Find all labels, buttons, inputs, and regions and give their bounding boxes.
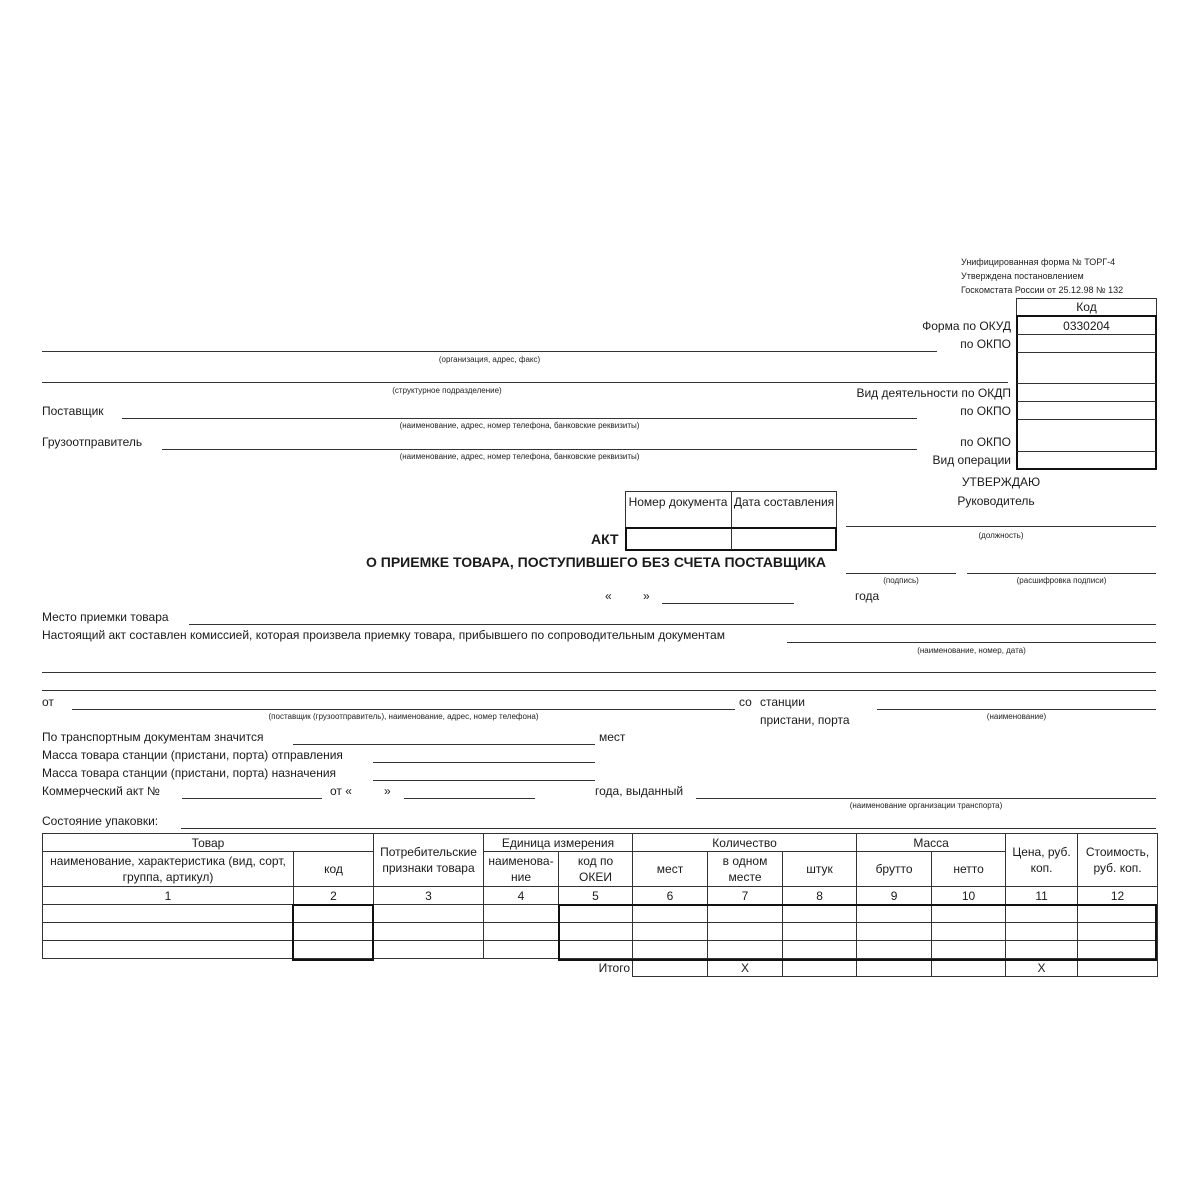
code-column-outline — [292, 904, 374, 961]
form-approved: Утверждена постановлением — [961, 271, 1084, 281]
code-title: Код — [1076, 300, 1097, 314]
from-label: от — [42, 695, 54, 709]
th-q-places: мест — [633, 852, 708, 887]
place-line[interactable] — [189, 624, 1156, 625]
supplier-caption: (наименование, адрес, номер телефона, банковские реквизиты) — [399, 421, 640, 430]
place-label: Место приемки товара — [42, 610, 169, 624]
shipper-line[interactable] — [162, 449, 917, 450]
quote-open: « — [605, 589, 612, 603]
approve-date-line[interactable] — [662, 603, 794, 604]
mass-destination-label: Масса товара станции (пристани, порта) назначения — [42, 766, 337, 780]
th-gross: брутто — [857, 852, 932, 887]
supplier-line[interactable] — [122, 418, 917, 419]
col-num: 7 — [708, 887, 783, 905]
col-num: 9 — [857, 887, 932, 905]
subdivision-caption: (структурное подразделение) — [392, 386, 502, 395]
from-line[interactable] — [72, 709, 735, 710]
signature-caption: (подпись) — [883, 576, 919, 585]
col-num: 11 — [1006, 887, 1078, 905]
okpo-label-1: по ОКПО — [960, 337, 1011, 351]
commercial-act-date-line[interactable] — [404, 798, 535, 799]
station-prefix: со — [739, 695, 752, 709]
act-label: АКТ — [591, 531, 619, 547]
station-label: станции — [760, 695, 805, 709]
commercial-act-label: Коммерческий акт № — [42, 784, 160, 798]
okud-code-value: 0330204 — [1063, 319, 1110, 333]
approve-year: года — [855, 589, 880, 603]
transport-org-line[interactable] — [696, 798, 1156, 799]
organization-line[interactable] — [42, 351, 937, 352]
supplier-label: Поставщик — [42, 404, 104, 418]
okdp-label: Вид деятельности по ОКДП — [856, 386, 1011, 400]
th-goods-code: код — [294, 852, 374, 887]
th-unit: Единица измерения — [484, 834, 633, 852]
decode-line[interactable] — [967, 573, 1156, 574]
values-outline — [558, 904, 1157, 961]
station-line[interactable] — [877, 709, 1156, 710]
col-num: 1 — [43, 887, 294, 905]
total-cost[interactable] — [1078, 959, 1158, 977]
col-num: 12 — [1078, 887, 1158, 905]
mass-departure-label: Масса товара станции (пристани, порта) отправления — [42, 748, 343, 762]
pier-label: пристани, порта — [760, 713, 850, 727]
from-caption: (поставщик (грузоотправитель), наименование, адрес, номер телефона) — [268, 712, 539, 721]
th-quantity: Количество — [633, 834, 857, 852]
position-line[interactable] — [846, 526, 1156, 527]
total-x-mark: X — [708, 959, 783, 977]
col-number-row — [43, 887, 1158, 905]
total-net[interactable] — [932, 959, 1006, 977]
form-decree: Госкомстата России от 25.12.98 № 132 — [961, 285, 1124, 295]
mass-destination-line[interactable] — [373, 780, 595, 781]
docs-line-2[interactable] — [42, 672, 1156, 673]
subdivision-line[interactable] — [42, 382, 1008, 383]
transport-caption: (наименование организации транспорта) — [849, 801, 1003, 810]
col-num: 6 — [633, 887, 708, 905]
organization-caption: (организация, адрес, факс) — [438, 355, 541, 364]
total-x-mark: X — [1006, 959, 1078, 977]
shipper-label: Грузоотправитель — [42, 435, 143, 449]
commercial-act-quote: » — [384, 784, 391, 798]
approve-title: УТВЕРЖДАЮ — [961, 475, 1041, 489]
total-label: Итого — [598, 960, 631, 975]
docs-caption: (наименование, номер, дата) — [917, 646, 1026, 655]
th-consumer: Потребительские признаки товара — [374, 834, 484, 887]
th-q-pieces: штук — [783, 852, 857, 887]
col-num: 8 — [783, 887, 857, 905]
packing-state-line[interactable] — [181, 828, 1156, 829]
docs-line[interactable] — [787, 642, 1156, 643]
okpo-label-2: по ОКПО — [960, 404, 1011, 418]
th-goods-name: наименование, характеристика (вид, сорт, группа, артикул) — [43, 852, 294, 887]
th-net: нетто — [932, 852, 1006, 887]
shipper-caption: (наименование, адрес, номер телефона, банковские реквизиты) — [399, 452, 640, 461]
th-unit-name: наименова-ние — [484, 852, 559, 887]
th-mass: Масса — [857, 834, 1006, 852]
transport-places-line[interactable] — [293, 744, 595, 745]
station-caption: (наименование) — [986, 712, 1047, 721]
col-num: 3 — [374, 887, 484, 905]
th-cost: Стоимость, руб. коп. — [1078, 834, 1158, 887]
th-price: Цена, руб. коп. — [1006, 834, 1078, 887]
total-row — [43, 959, 1158, 977]
operation-type-label: Вид операции — [932, 453, 1011, 467]
signature-line[interactable] — [846, 573, 956, 574]
decode-caption: (расшифровка подписи) — [1016, 576, 1107, 585]
total-gross[interactable] — [857, 959, 932, 977]
places-label: мест — [599, 730, 626, 744]
col-num: 2 — [294, 887, 374, 905]
col-num: 5 — [559, 887, 633, 905]
col-num: 10 — [932, 887, 1006, 905]
okud-label: Форма по ОКУД — [922, 319, 1011, 333]
act-text: Настоящий акт составлен комиссией, которая произвела приемку товара, прибывшего по сопроводительным документам — [42, 628, 725, 642]
doc-number-header: Номер документа — [628, 495, 728, 509]
total-pieces[interactable] — [783, 959, 857, 977]
th-q-in-one: в одном месте — [708, 852, 783, 887]
packing-state-label: Состояние упаковки: — [42, 814, 159, 828]
code-box — [1016, 315, 1157, 470]
form-number: Унифицированная форма № ТОРГ-4 — [961, 257, 1116, 267]
year-issued-label: года, выданный — [595, 784, 684, 798]
commercial-act-line[interactable] — [182, 798, 322, 799]
position-caption: (должность) — [978, 531, 1024, 540]
okpo-label-3: по ОКПО — [960, 435, 1011, 449]
approve-head: Руководитель — [957, 494, 1035, 508]
transport-docs-label: По транспортным документам значится — [42, 730, 264, 744]
doc-date-header: Дата составления — [733, 495, 835, 509]
mass-departure-line[interactable] — [373, 762, 595, 763]
total-places[interactable] — [633, 959, 708, 977]
act-title: О ПРИЕМКЕ ТОВАРА, ПОСТУПИВШЕГО БЕЗ СЧЕТА ПОСТАВЩИКА — [366, 554, 827, 570]
col-num: 4 — [484, 887, 559, 905]
th-unit-code: код по ОКЕИ — [559, 852, 633, 887]
th-goods: Товар — [43, 834, 374, 852]
quote-close: » — [643, 589, 650, 603]
commercial-act-from: от « — [330, 784, 352, 798]
code-header-cell — [1016, 298, 1157, 316]
